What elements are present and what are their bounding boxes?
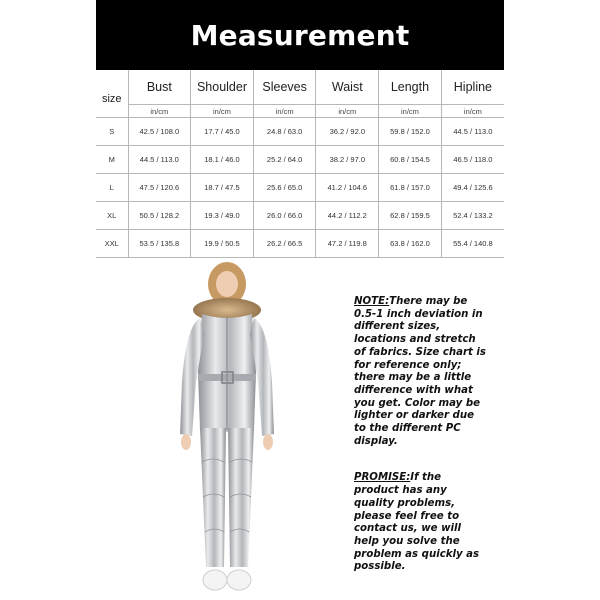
unit-row	[96, 105, 504, 118]
table-cell: 26.0 / 66.0	[253, 202, 316, 230]
promise-label: PROMISE:	[354, 472, 411, 484]
table-cell: 41.2 / 104.6	[316, 174, 379, 202]
column-header-hipline: Hipline	[441, 70, 504, 105]
model-photo	[176, 262, 278, 600]
table-cell: 19.9 / 50.5	[191, 230, 254, 258]
note-paragraph	[354, 296, 488, 448]
unit-label: in/cm	[128, 105, 191, 118]
table-row	[96, 202, 504, 230]
table-cell: 44.2 / 112.2	[316, 202, 379, 230]
note-text: There may be 0.5-1 inch deviation in different sizes, locations and stretch of fabrics. Size chart is for reference only; there may be a little difference with what you get. Color may be lighter or darker due to the different PC display.	[354, 296, 486, 447]
unit-label: in/cm	[441, 105, 504, 118]
size-label: XXL	[96, 230, 128, 258]
size-chart-table	[96, 70, 504, 258]
size-label: S	[96, 118, 128, 146]
notes-panel	[354, 296, 488, 598]
table-cell: 44.5 / 113.0	[128, 146, 191, 174]
unit-label: in/cm	[379, 105, 442, 118]
table-cell: 55.4 / 140.8	[441, 230, 504, 258]
promise-text: If the product has any quality problems, please feel free to contact us, we will help you solve the problem as quickly as possible.	[354, 472, 480, 573]
header-row	[96, 70, 504, 105]
unit-label: in/cm	[316, 105, 379, 118]
table-cell: 53.5 / 135.8	[128, 230, 191, 258]
table-cell: 52.4 / 133.2	[441, 202, 504, 230]
table-cell: 17.7 / 45.0	[191, 118, 254, 146]
table-cell: 18.1 / 46.0	[191, 146, 254, 174]
table-row	[96, 118, 504, 146]
table-cell: 62.8 / 159.5	[379, 202, 442, 230]
column-header-shoulder: Shoulder	[191, 70, 254, 105]
table-cell: 25.2 / 64.0	[253, 146, 316, 174]
size-label: XL	[96, 202, 128, 230]
table-cell: 42.5 / 108.0	[128, 118, 191, 146]
table-cell: 38.2 / 97.0	[316, 146, 379, 174]
column-header-bust: Bust	[128, 70, 191, 105]
column-header-sleeves: Sleeves	[253, 70, 316, 105]
table-cell: 47.2 / 119.8	[316, 230, 379, 258]
table-row	[96, 146, 504, 174]
unit-label: in/cm	[191, 105, 254, 118]
table-cell: 19.3 / 49.0	[191, 202, 254, 230]
table-cell: 61.8 / 157.0	[379, 174, 442, 202]
table-cell: 36.2 / 92.0	[316, 118, 379, 146]
column-header-waist: Waist	[316, 70, 379, 105]
table-cell: 50.5 / 128.2	[128, 202, 191, 230]
table-row	[96, 174, 504, 202]
table-cell: 25.6 / 65.0	[253, 174, 316, 202]
table-cell: 63.8 / 162.0	[379, 230, 442, 258]
column-header-length: Length	[379, 70, 442, 105]
size-label: M	[96, 146, 128, 174]
table-cell: 26.2 / 66.5	[253, 230, 316, 258]
promise-paragraph	[354, 472, 488, 574]
table-cell: 60.8 / 154.5	[379, 146, 442, 174]
table-cell: 24.8 / 63.0	[253, 118, 316, 146]
table-cell: 18.7 / 47.5	[191, 174, 254, 202]
size-label: L	[96, 174, 128, 202]
title-banner	[96, 0, 504, 70]
note-label: NOTE:	[354, 296, 390, 307]
table-row	[96, 230, 504, 258]
table-cell: 44.5 / 113.0	[441, 118, 504, 146]
size-column-header: size	[96, 70, 128, 118]
table-cell: 47.5 / 120.6	[128, 174, 191, 202]
table-cell: 49.4 / 125.6	[441, 174, 504, 202]
table-cell: 46.5 / 118.0	[441, 146, 504, 174]
page-title: Measurement	[190, 18, 410, 52]
unit-label: in/cm	[253, 105, 316, 118]
table-cell: 59.8 / 152.0	[379, 118, 442, 146]
